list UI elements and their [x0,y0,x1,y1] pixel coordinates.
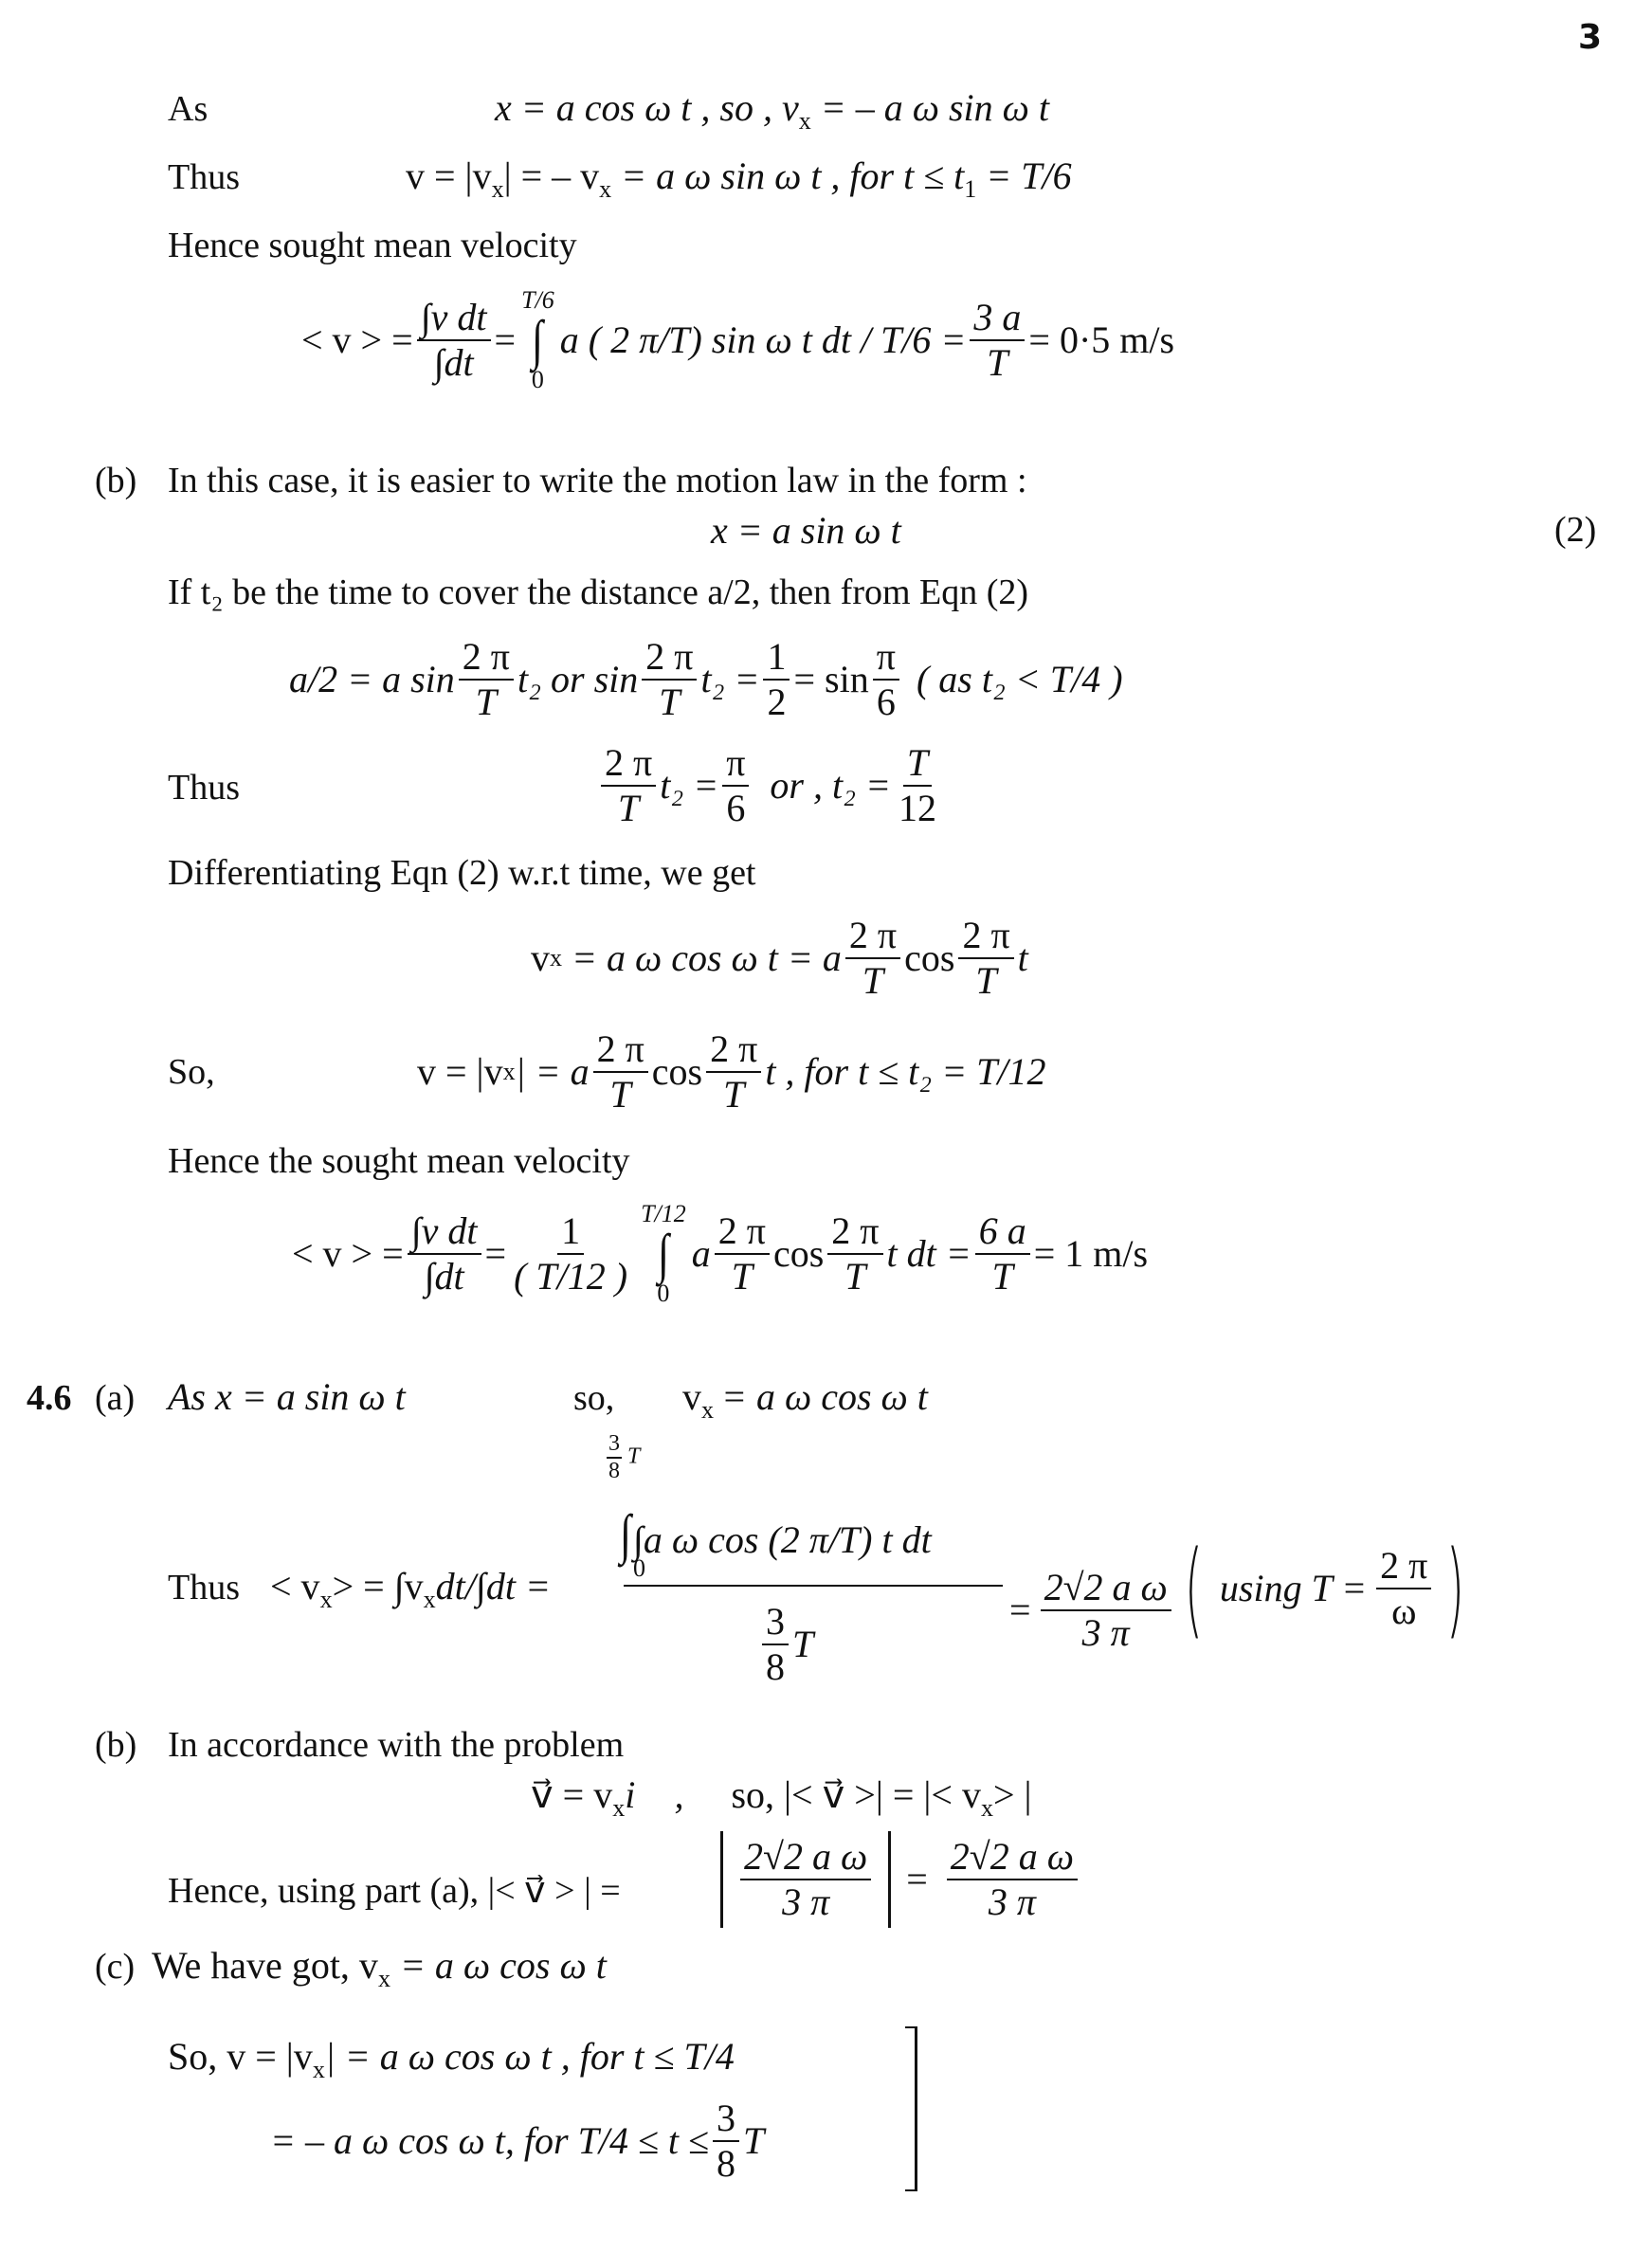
part-a-tag: (a) [95,1378,136,1418]
text-as-x-asin: As x = a sin ω t [168,1375,406,1418]
page-number: 3 [1578,18,1603,57]
equation-velocity-vector: v⃗ = $v_xi⃗$ , so, |< v⃗ >| = |< $v_x>$ | [531,1773,1032,1822]
part-b-tag: (b) [95,461,137,500]
numerator-integral: ∫∫a ω cos (2 π/T) t dt [619,1503,932,1565]
equation-speed-part-c-1: So, $v = |v_x| = a$ ω cos ω t , for t ≤ T/4 [168,2035,735,2083]
equation-vx-acos: $v_x = a$ ω cos ω t [682,1375,928,1424]
text-if-t2: If t₂ be the time to cover the distance a/2, then from Eqn (2) [168,572,1029,612]
denominator-3-8-T: $\frac{3}{8}$ T [758,1602,813,1687]
part-c-tag: (c) [95,1947,136,1987]
text-hence-sought: Hence sought mean velocity [168,226,577,265]
line-thus-label-3: Thus [168,1568,240,1607]
text-hence-using-part-a: Hence, using part (a), |< v⃗ > | = [168,1871,621,1911]
equation-x-acos: x = a cos ω t , so , $v_x$ = – a ω sin ω t [495,86,1050,135]
text-hence-sought-2: Hence the sought mean velocity [168,1141,630,1181]
text-motion-law: In this case, it is easier to write the motion law in the form : [168,461,1027,500]
equation-label-2: (2) [1554,510,1597,550]
equation-avg-vx-result: = $\frac{\text{2√2 a ω}}{3 \pi}$ [1009,1568,1181,1653]
fraction-bar-main [624,1585,1003,1587]
cases-bracket [905,2026,917,2191]
equation-abs-avg-velocity: $\frac{\text{2√2 a ω}}{3 \pi}$ = $\frac{\text{2√2 a ω}}{3 \pi}$ [720,1831,1081,1928]
equation-a-half: a/2 = a sin $\frac{2 \pi}{T}$ t₂ or sin $\frac{2 \pi}{T}$ t₂ = $\frac{1}{2}$ = sin $\frac{\pi}{6}$ ( as t₂ < T/4 ) [289,635,1123,723]
equation-mean-velocity-b: < v > = $\frac{\text{∫v dt}}{\int dt}$ = $\frac{1}{( T/12 )}$ T/12 ∫ 0 a $\frac{2 \pi}{T}$ cos $\frac{2 \pi}{T}$ t dt = $\frac{6 a}{T}$ = 1 m/s [292,1200,1149,1307]
text-we-have-got: We have got, $v_x = a$ ω cos ω t [152,1944,607,1992]
line-thus-label: Thus [168,157,240,197]
equation-t2-value: $\frac{2 \pi}{T}$ t₂ = $\frac{\pi}{6}$ or , t₂ = $\frac{T}{12}$ [597,743,944,828]
line-as-label: As [168,89,209,129]
line-thus-label-2: Thus [168,768,240,808]
text-differentiating: Differentiating Eqn (2) w.r.t time, we get [168,853,756,893]
equation-speed-part-c-2: = – a ω cos ω t, for T/4 ≤ t ≤ $\frac{3}{8}$ T [270,2097,765,2185]
equation-speed-part-a: $v = |v_x|$ = – $v_x = a$ ω sin ω t , for $t \le t_1 = T/6$ [406,154,1072,203]
text-in-accordance: In accordance with the problem [168,1725,625,1765]
equation-x-asin: x = a sin ω t [711,509,901,552]
equation-speed-part-b: v = |v x | = a $\frac{2 \pi}{T}$ cos $\frac{2 \pi}{T}$ t , for t ≤ t₂ = T/12 [417,1027,1046,1116]
line-so-label: So, [168,1052,215,1092]
equation-avg-vx-lhs: < $v_x> = \int v_xdt/\int dt$ = [270,1565,551,1613]
upper-limit-3-8-T: $\frac{3}{8}$ T [608,1431,641,1483]
part-b-tag-2: (b) [95,1725,137,1765]
equation-vx-derivative: v x = a ω cos ω t = a $\frac{2 \pi}{T}$ cos $\frac{2 \pi}{T}$ t [531,914,1028,1002]
lower-limit-0: 0 [633,1554,645,1582]
using-period-note: ( using T = $\frac{2 \pi}{\omega}$ ) [1184,1528,1465,1649]
text-so: so, [573,1378,615,1418]
problem-number: 4.6 [27,1378,72,1418]
equation-mean-velocity-a: < v > = $\frac{\text{∫v dt}}{\int dt}$ = T/6 ∫ 0 a ( 2 π/T) sin ω t dt / T/6 = $\frac{3 a}{T}$ = 0·5 m/s [301,286,1175,393]
